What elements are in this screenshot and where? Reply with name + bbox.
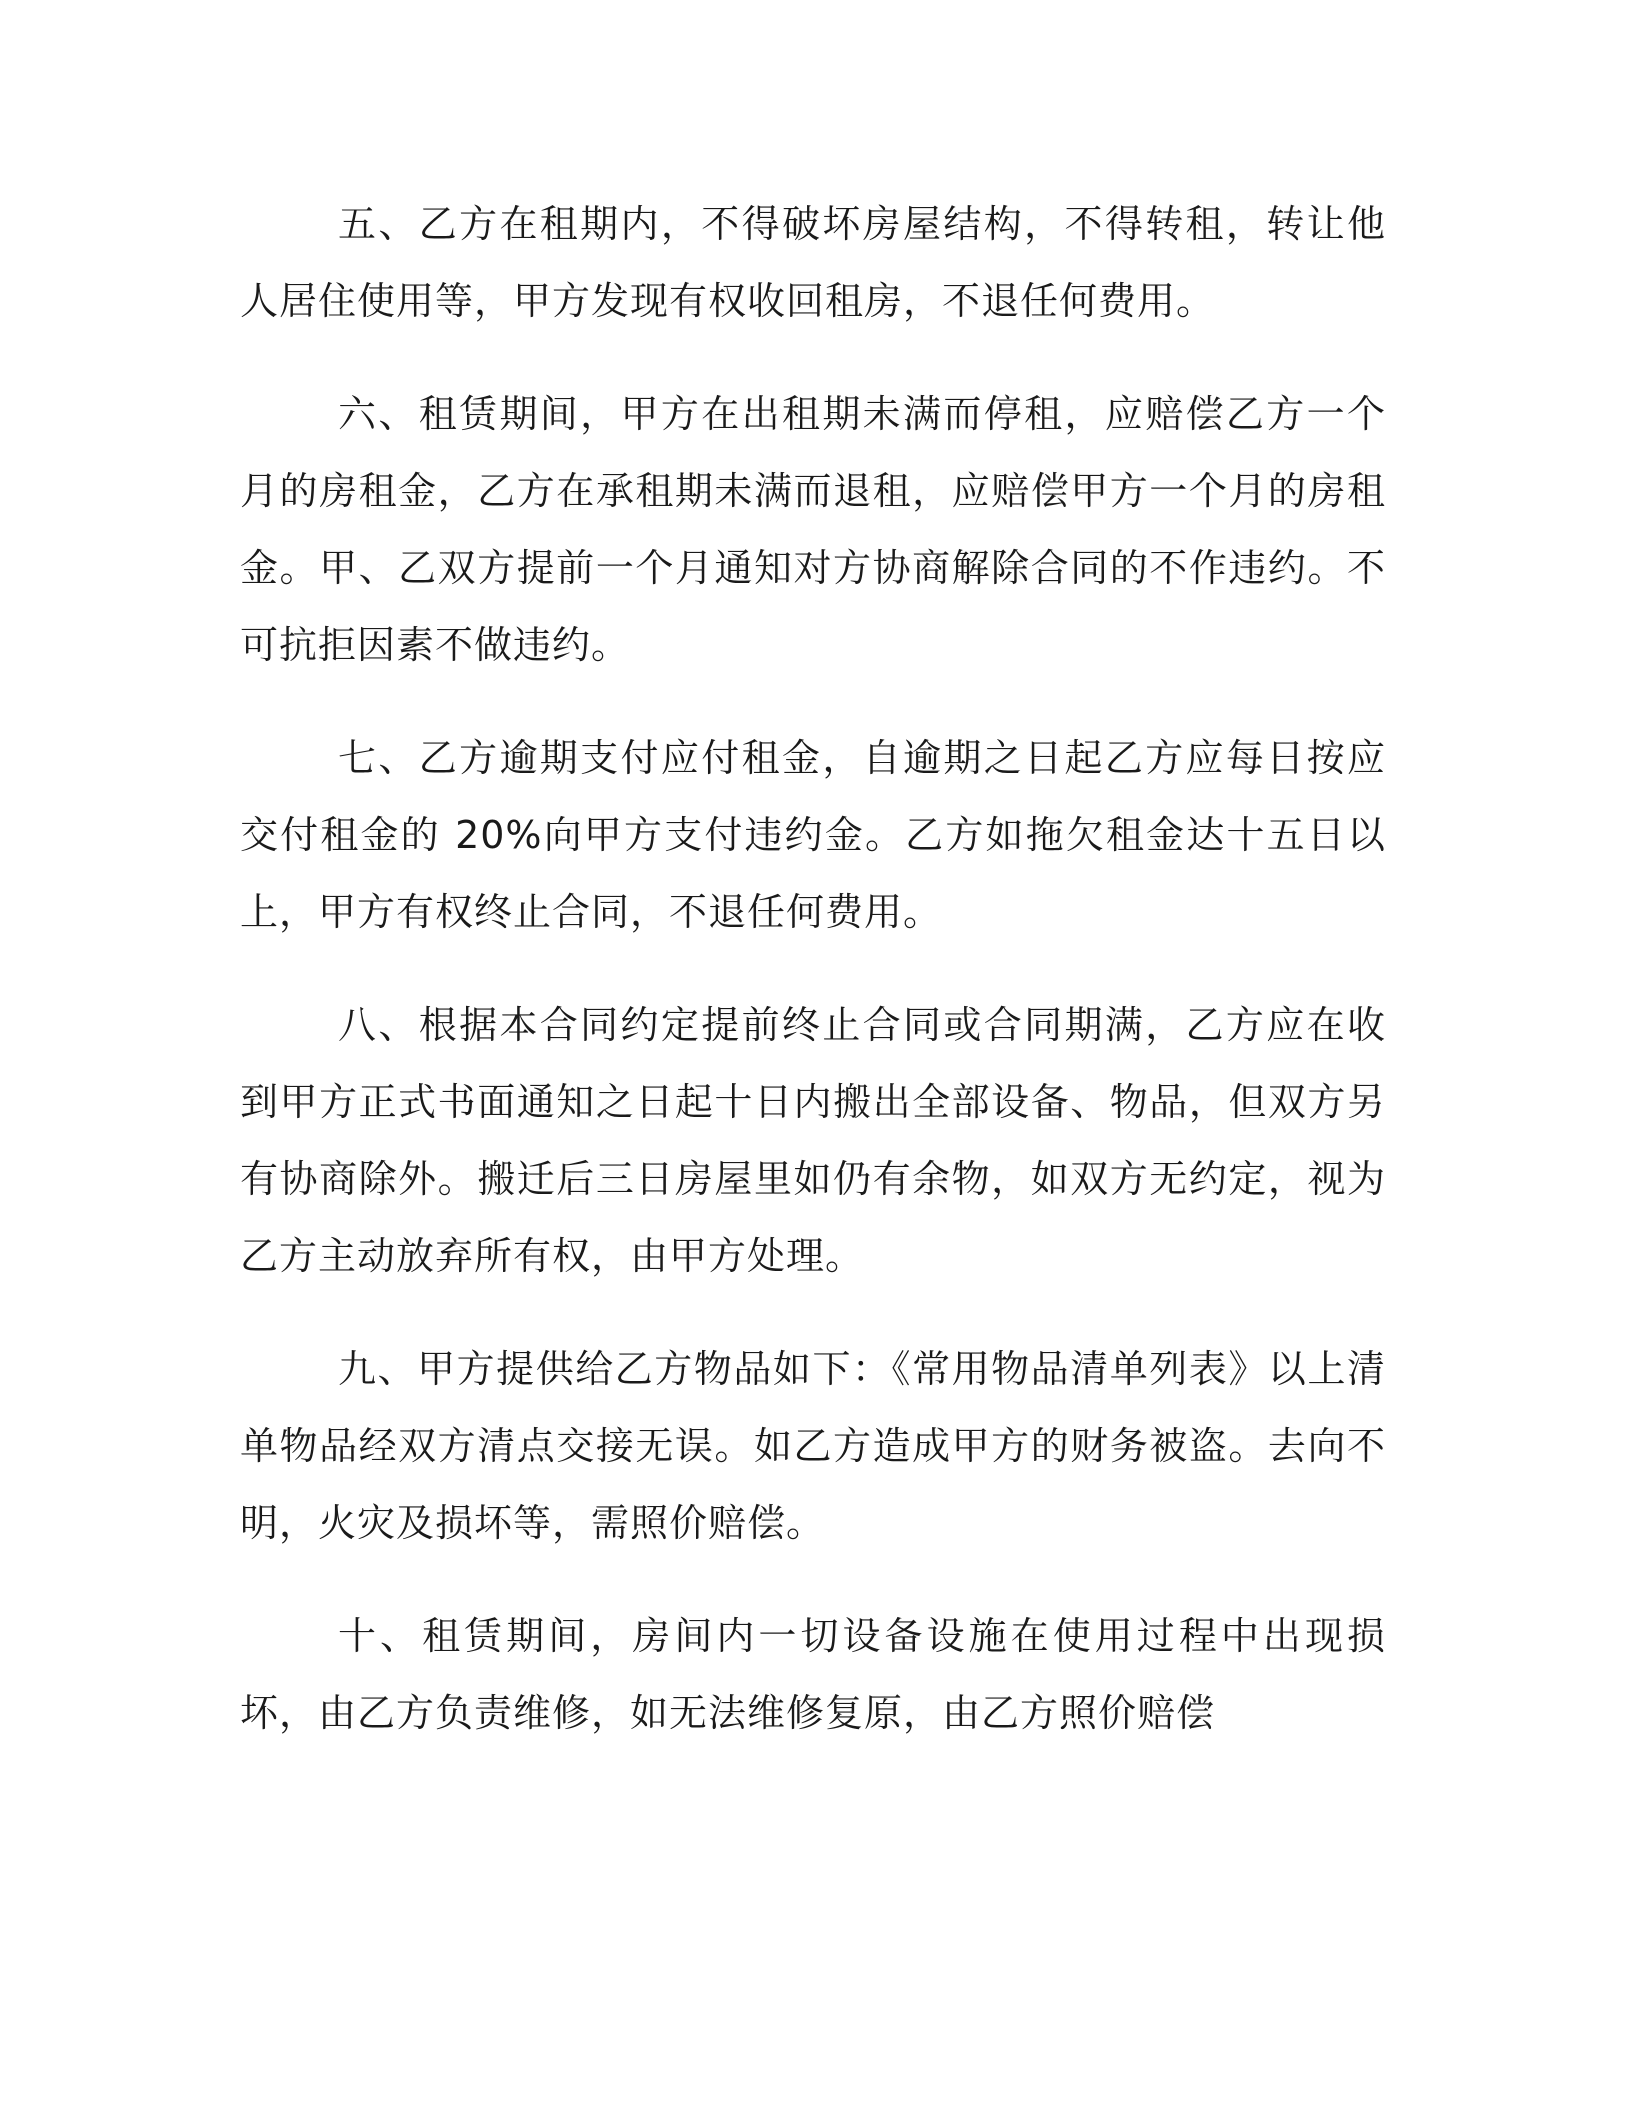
clause-5: 五、乙方在租期内，不得破坏房屋结构，不得转租，转让他人居住使用等，甲方发现有权收回租房，不退任何费用。 bbox=[240, 202, 1386, 323]
clause-8: 八、根据本合同约定提前终止合同或合同期满，乙方应在收到甲方正式书面通知之日起十日内搬出全部设备、物品，但双方另有协商除外。搬迁后三日房屋里如仍有余物，如双方无约定，视为乙方主动放弃所有权，由甲方处理。 bbox=[240, 1003, 1386, 1278]
clause-6: 六、租赁期间，甲方在出租期未满而停租，应赔偿乙方一个月的房租金，乙方在承租期未满而退租，应赔偿甲方一个月的房租金。甲、乙双方提前一个月通知对方协商解除合同的不作违约。不可抗拒因素不做违约。 bbox=[240, 392, 1386, 667]
clause-10: 十、租赁期间，房间内一切设备设施在使用过程中出现损坏，由乙方负责维修，如无法维修复原，由乙方照价赔偿 bbox=[240, 1614, 1386, 1735]
contract-body bbox=[240, 186, 1386, 1788]
clause-7: 七、乙方逾期支付应付租金，自逾期之日起乙方应每日按应交付租金的 20%向甲方支付违约金。乙方如拖欠租金达十五日以上，甲方有权终止合同，不退任何费用。 bbox=[240, 736, 1386, 934]
clause-9: 九、甲方提供给乙方物品如下：《常用物品清单列表》以上清单物品经双方清点交接无误。如乙方造成甲方的财务被盗。去向不明，火灾及损坏等，需照价赔偿。 bbox=[240, 1347, 1386, 1545]
